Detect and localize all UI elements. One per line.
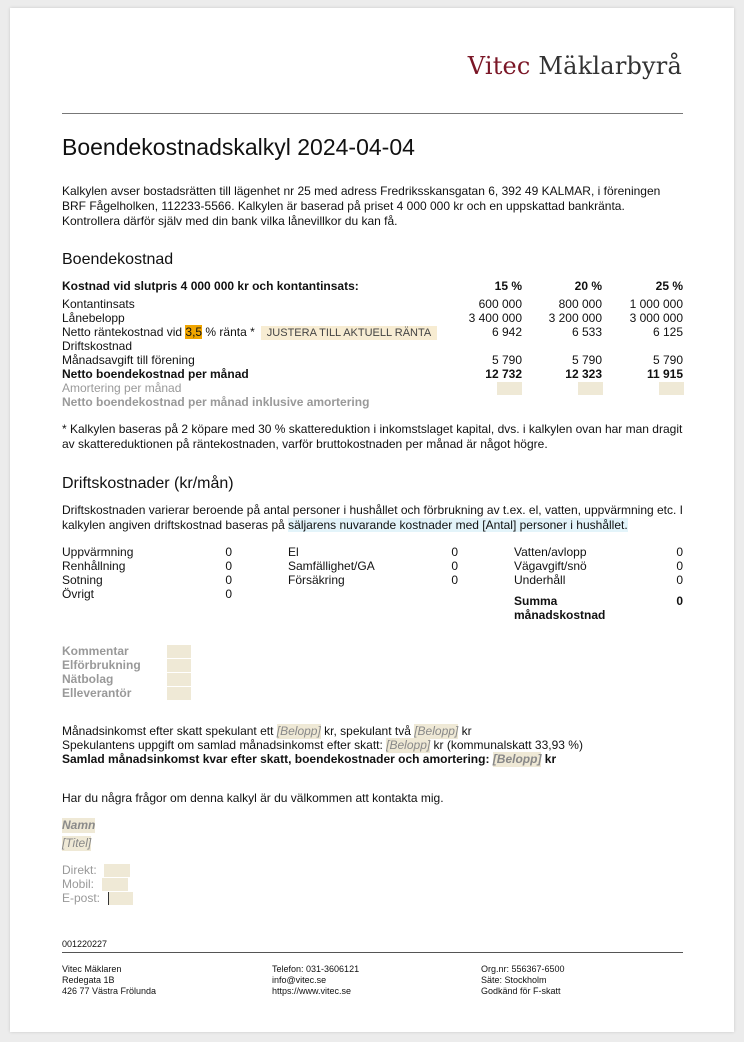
document-page: [10, 8, 734, 1032]
belopp-field[interactable]: [Belopp]: [276, 724, 321, 738]
netto-inkl-amortering-row: Netto boendekostnad per månad inklusive amortering: [62, 395, 370, 409]
contact-details: [62, 863, 262, 905]
drift-column-1: [62, 545, 232, 601]
intro-text: Kalkylen avser bostadsrätten till lägenhet nr 25 med adress Fredriksskansgatan 6, 392 49 KALMAR, i föreningen BRF Fågelholken, 112233-5566. Kalkylen är baserad på priset 4 000 000 kr och en uppskattad bankränta. Kontrollera därför själv med din bank vilka lånevillkor du kan få.: [62, 184, 661, 228]
drift-text: Driftskostnaden varierar beroende på antal personer i hushållet och förbrukning av t.ex. el, vatten, uppvärmning etc. I kalkylen angiven driftskostnad baseras på säljarens nuvarande kostnader med [Antal] personer i hushållet.: [62, 503, 684, 532]
drift-item: Försäkring 0: [288, 573, 458, 587]
rantekostnad-row: Netto räntekostnad vid 3,5 % ränta * JUSTERA TILL AKTUELL RÄNTA 6 942 6 533 6 125: [62, 325, 683, 339]
elleverantor-input[interactable]: [167, 687, 191, 700]
amortering-field-25[interactable]: [659, 382, 684, 395]
income-line-1: Månadsinkomst efter skatt spekulant ett [Belopp] kr, spekulant två [Belopp] kr: [62, 724, 472, 738]
footer-legal: Org.nr: 556367-6500 Säte: Stockholm Godkänd för F-skatt: [481, 964, 565, 996]
manadsavgift-row: Månadsavgift till förening 5 790 5 790 5 790: [62, 353, 683, 367]
belopp-field[interactable]: [Belopp]: [414, 724, 459, 738]
contact-direkt: Direkt:: [62, 863, 262, 877]
adjust-rate-button[interactable]: JUSTERA TILL AKTUELL RÄNTA: [261, 326, 437, 340]
extra-field-natbolag: Nätbolag: [62, 672, 202, 686]
epost-field[interactable]: [108, 892, 133, 905]
belopp-field[interactable]: [Belopp]: [492, 752, 542, 766]
drift-item: Vatten/avlopp 0: [514, 545, 683, 559]
drift-item: El 0: [288, 545, 458, 559]
header-divider: [62, 113, 683, 114]
amortering-field-20[interactable]: [578, 382, 603, 395]
drift-item: Renhållning 0: [62, 559, 232, 573]
lanebelopp-row: Lånebelopp 3 400 000 3 200 000 3 000 000: [62, 311, 683, 325]
drift-column-3: [514, 545, 683, 630]
footnote-text: * Kalkylen baseras på 2 köpare med 30 % skattereduktion i inkomstslaget kapital, dvs. i kalkylen ovan har man dragit av skattereduktionen på räntekostnaden, varför bruttokostnaden per månad är något högre.: [62, 422, 683, 451]
section-heading-drift: Driftskostnader (kr/mån): [62, 475, 234, 492]
page-title: Boendekostnadskalkyl 2024-04-04: [62, 134, 415, 160]
contact-mobil: Mobil:: [62, 877, 262, 891]
kontantinsats-row: Kontantinsats 600 000 800 000 1 000 000: [62, 297, 683, 311]
drift-item: Sotning 0: [62, 573, 232, 587]
drift-summa: Summa månadskostnad 0: [514, 594, 683, 622]
belopp-field[interactable]: [Belopp]: [386, 738, 431, 752]
footer-company: Vitec Mäklaren Redegata 1B 426 77 Västra Frölunda: [62, 964, 157, 996]
footer-divider: [62, 952, 683, 953]
extra-fields: [62, 644, 202, 700]
company-logo: Vitec Mäklarbyrå: [467, 52, 682, 80]
income-line-2: Spekulantens uppgift om samlad månadsinkomst efter skatt: [Belopp] kr (kommunalskatt 33,93 %): [62, 738, 583, 752]
natbolag-input[interactable]: [167, 673, 191, 686]
income-line-3: Samlad månadsinkomst kvar efter skatt, boendekostnader och amortering: [Belopp] kr: [62, 752, 557, 766]
kommentar-input[interactable]: [167, 645, 191, 658]
mobil-field[interactable]: [102, 878, 128, 891]
document-id: 001220227: [62, 939, 108, 949]
cost-header-row: Kostnad vid slutpris 4 000 000 kr och kontantinsats: 15 % 20 % 25 %: [62, 279, 683, 293]
footer-contact: Telefon: 031-3606121 info@vitec.se https://www.vitec.se: [272, 964, 360, 996]
extra-field-elleverantor: Elleverantör: [62, 686, 202, 700]
netto-boendekostnad-row: Netto boendekostnad per månad 12 732 12 323 11 915: [62, 367, 683, 381]
drift-item: Uppvärmning 0: [62, 545, 232, 559]
contact-question: Har du några frågor om denna kalkyl är du välkommen att kontakta mig.: [62, 791, 444, 805]
drift-column-2: [288, 545, 458, 587]
amortering-field-15[interactable]: [497, 382, 522, 395]
driftskostnad-row: Driftskostnad: [62, 339, 133, 353]
section-heading-boendekostnad: Boendekostnad: [62, 251, 174, 268]
drift-item: Övrigt 0: [62, 587, 232, 601]
contact-epost: E-post:: [62, 891, 262, 905]
direkt-field[interactable]: [104, 864, 130, 877]
contact-name: Namn: [62, 818, 96, 832]
drift-item: Underhåll 0: [514, 573, 683, 587]
elforbrukning-input[interactable]: [167, 659, 191, 672]
extra-field-elforbrukning: Elförbrukning: [62, 658, 202, 672]
drift-item: Vägavgift/snö 0: [514, 559, 683, 573]
amortering-row: Amortering per månad: [62, 381, 683, 395]
interest-rate-field[interactable]: 3,5: [185, 325, 203, 339]
contact-title: [Titel]: [62, 836, 92, 850]
drift-item: Samfällighet/GA 0: [288, 559, 458, 573]
extra-field-kommentar: Kommentar: [62, 644, 202, 658]
